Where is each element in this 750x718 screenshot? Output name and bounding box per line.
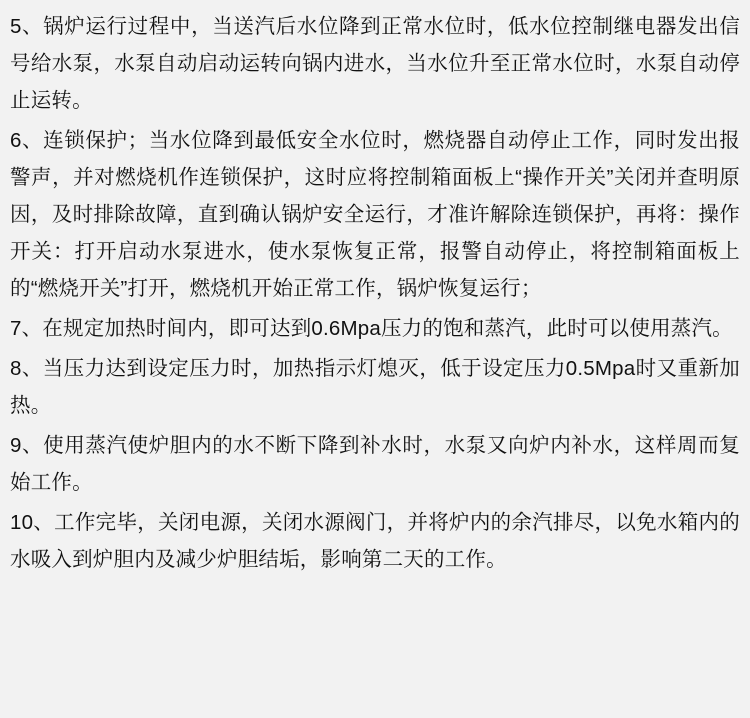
paragraph-item-7: 7、在规定加热时间内，即可达到0.6Mpa压力的饱和蒸汽，此时可以使用蒸汽。 bbox=[10, 317, 733, 340]
paragraph-item-10: 10、工作完毕，关闭电源，关闭水源阀门，并将炉内的余汽排尽，以免水箱内的水吸入到炉胆内及减少炉胆结垢，影响第二天的工作。 bbox=[10, 511, 740, 571]
paragraph-item-8: 8、当压力达到设定压力时，加热指示灯熄灭，低于设定压力0.5Mpa时又重新加热。 bbox=[10, 357, 740, 417]
paragraph-item-9: 9、使用蒸汽使炉胆内的水不断下降到补水时，水泵又向炉内补水，这样周而复始工作。 bbox=[10, 434, 740, 494]
paragraph-item-6: 6、连锁保护；当水位降到最低安全水位时，燃烧器自动停止工作，同时发出报警声，并对燃烧机作连锁保护，这时应将控制箱面板上“操作开关”关闭并查明原因，及时排除故障，直到确认锅炉安全运行，才准许解除连锁保护，再将：操作开关：打开启动水泵进水，使水泵恢复正常，报警自动停止，将控制箱面板上的“燃烧开关”打开，燃烧机开始正常工作，锅炉恢复运行； bbox=[10, 129, 740, 300]
paragraph-item-5: 5、锅炉运行过程中，当送汽后水位降到正常水位时，低水位控制继电器发出信号给水泵，水泵自动启动运转向锅内进水，当水位升至正常水位时，水泵自动停止运转。 bbox=[10, 15, 740, 112]
